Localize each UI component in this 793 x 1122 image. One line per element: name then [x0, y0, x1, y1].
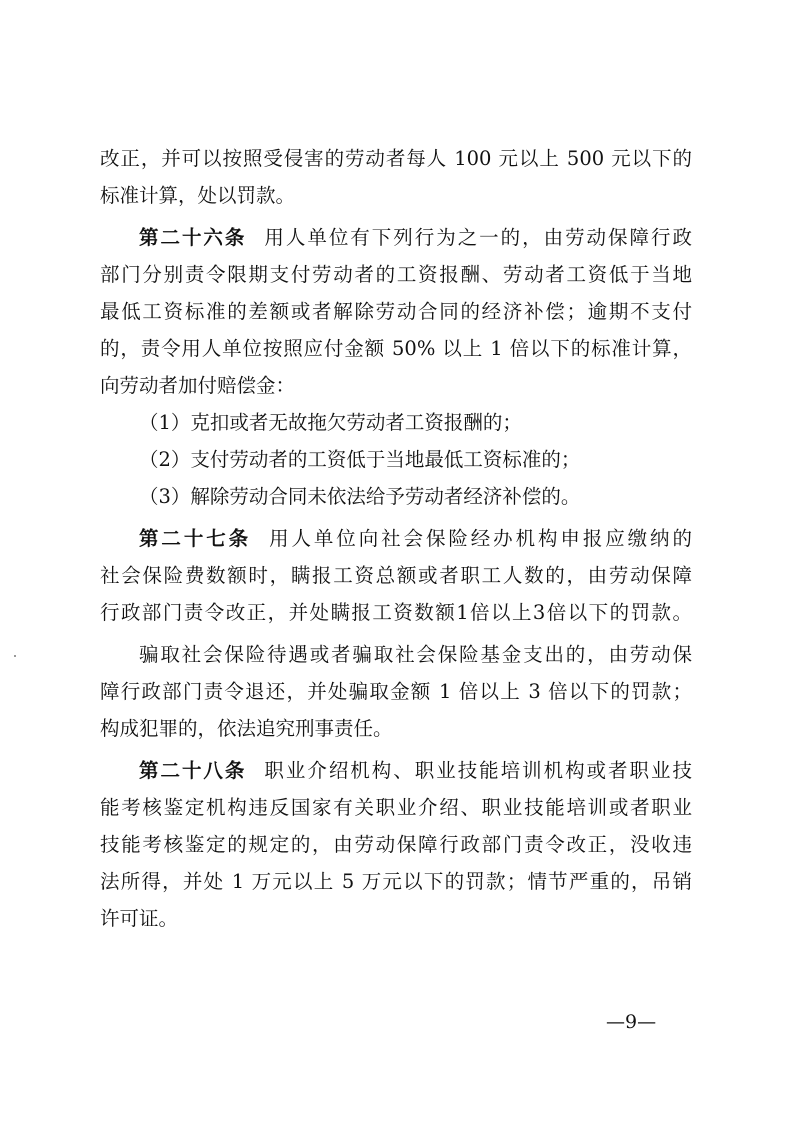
- document-body: [100, 140, 692, 937]
- page-number: —9—: [606, 1011, 657, 1033]
- article-26-heading: 第二十六条: [139, 226, 247, 249]
- text-line: 许可证。: [100, 907, 179, 930]
- text-line: 向劳动者加付赔偿金：: [100, 374, 296, 397]
- text-line: 标准计算，处以罚款。: [100, 184, 296, 207]
- article-26-first-line: [100, 219, 692, 256]
- list-item: （2）支付劳动者的工资低于当地最低工资标准的；: [139, 448, 581, 471]
- scan-speck: [14, 655, 16, 657]
- text-line: 用人单位向社会保险经办机构申报应缴纳的: [269, 527, 692, 550]
- text-line: 构成犯罪的，依法追究刑事责任。: [100, 717, 393, 740]
- list-item: （1）克扣或者无故拖欠劳动者工资报酬的；: [139, 411, 522, 434]
- text-line: 部门分别责令限期支付劳动者的工资报酬、劳动者工资低于当地: [100, 263, 692, 286]
- text-line: 用人单位有下列行为之一的，由劳动保障行政: [264, 226, 692, 249]
- text-line: 改正，并可以按照受侵害的劳动者每人 100 元以上 500 元以下的: [100, 147, 692, 170]
- article-28-first-line: [100, 752, 692, 789]
- text-line: 能考核鉴定机构违反国家有关职业介绍、职业技能培训或者职业: [100, 796, 692, 819]
- text-line: 的，责令用人单位按照应付金额 50% 以上 1 倍以下的标准计算，: [100, 337, 692, 360]
- text-line: 职业介绍机构、职业技能培训机构或者职业技: [264, 759, 692, 782]
- text-line: 最低工资标准的差额或者解除劳动合同的经济补偿；逾期不支付: [100, 300, 692, 323]
- article-27-first-line: [100, 520, 692, 557]
- text-line: 法所得，并处 1 万元以上 5 万元以下的罚款；情节严重的，吊销: [100, 870, 692, 893]
- text-line: 社会保险费数额时，瞒报工资总额或者职工人数的，由劳动保障: [100, 564, 692, 587]
- article-27-heading: 第二十七条: [139, 527, 252, 550]
- list-item: （3）解除劳动合同未依法给予劳动者经济补偿的。: [139, 485, 581, 508]
- text-line: 障行政部门责令退还，并处骗取金额 1 倍以上 3 倍以下的罚款；: [100, 680, 692, 703]
- text-line: 行政部门责令改正，并处瞒报工资数额1倍以上3倍以下的罚款。: [100, 601, 692, 624]
- article-28-heading: 第二十八条: [139, 759, 247, 782]
- text-line: 技能考核鉴定的规定的，由劳动保障行政部门责令改正，没收违: [100, 833, 692, 856]
- text-line: 骗取社会保险待遇或者骗取社会保险基金支出的，由劳动保: [139, 643, 692, 666]
